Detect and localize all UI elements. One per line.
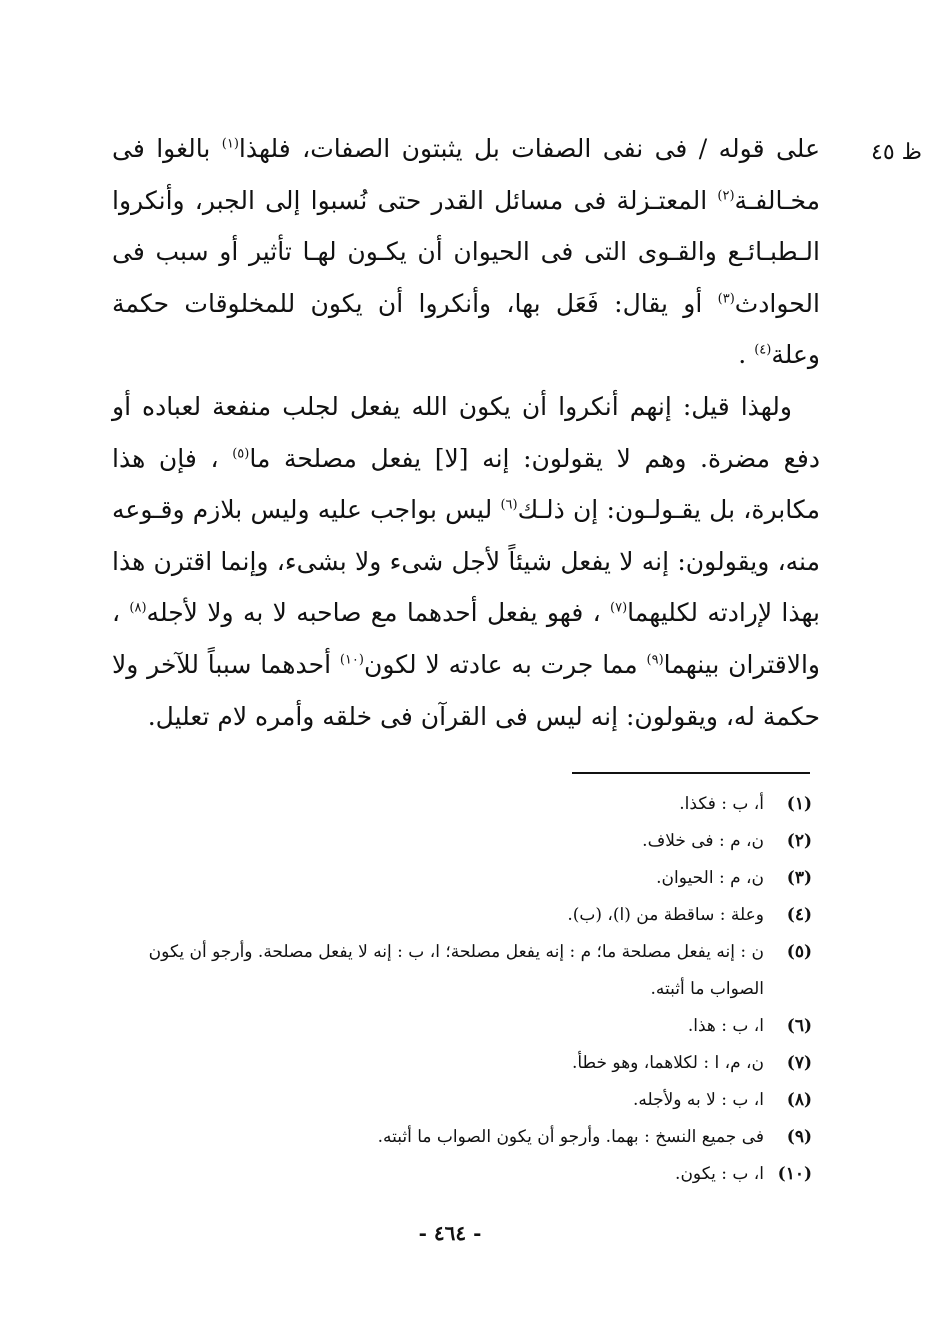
footnote-marker: (١٠) — [339, 652, 364, 668]
text-run: ، فإن هذا مكابرة، بل يقـولـون: إن ذلـك — [112, 443, 821, 525]
footnote-number: (٤) — [786, 905, 812, 925]
footnote-text: أ، ب : فكذا. — [679, 794, 764, 814]
footnote-item — [100, 1119, 812, 1156]
page-number: - ٤٦٤ - — [418, 1221, 482, 1245]
footnote-text: ن، م، ا : لكلاهما، وهو خطأ. — [571, 1053, 764, 1073]
text-run: أحدهما سبباً للآخر ولا حكمة له، ويقولون: إنه ليس فى القرآن فى خلقه وأمره لام تعليل. — [112, 649, 820, 731]
footnote-marker: (١) — [221, 136, 239, 152]
footnote-item — [100, 1045, 812, 1082]
margin-reference: ظ ٤٥ — [871, 140, 922, 165]
footnote-divider — [572, 772, 810, 774]
footnote-text: ا، ب : لا به ولأجله. — [632, 1090, 764, 1110]
footnote-text: وعلة : ساقطة من (ا)، (ب). — [567, 905, 764, 925]
footnote-text: ن : إنه يفعل مصلحة ما؛ م : إنه يفعل مصلحة؛ ا، ب : إنه لا يفعل مصلحة. وأرجو أن يكون الصواب ما أثبته. — [148, 942, 764, 999]
footnote-item — [100, 934, 812, 1008]
footnote-item — [100, 897, 812, 934]
footnote-marker: (٢) — [717, 188, 735, 204]
text-run: المعتـزلة فى مسائل القدر حتى نُسبوا إلى الجبر، وأنكروا الـطبـائـع والقـوى التى فى الحيوان أن يكـون لهـا تأثير أو سبب فى الحوادث — [112, 185, 820, 318]
footnote-marker: (٨) — [129, 601, 147, 617]
text-run: أو يقال: فَعَل بها، وأنكروا أن يكون للمخلوقات حكمة وعلة — [112, 288, 820, 370]
paragraph-2 — [112, 381, 820, 742]
footnotes-list — [100, 786, 812, 1193]
footnote-number: (٣) — [786, 868, 812, 888]
footnote-marker: (٦) — [500, 497, 518, 513]
footnote-item — [100, 786, 812, 823]
footnote-text: ا، ب : هذا. — [687, 1016, 764, 1036]
footnote-item — [100, 823, 812, 860]
text-run: ، والاقتران بينهما — [112, 598, 820, 679]
footnote-marker: (٤) — [754, 343, 772, 359]
text-run: . — [738, 340, 755, 370]
footnote-number: (٢) — [786, 831, 812, 851]
footnote-text: فى جميع النسخ : بهما. وأرجو أن يكون الصواب ما أثبته. — [377, 1127, 764, 1147]
footnote-marker: (٣) — [717, 291, 735, 307]
footnote-marker: (٥) — [232, 446, 250, 462]
text-run: ولهذا قيل: إنهم أنكروا أن يكون الله يفعل لجلب منفعة لعباده أو دفع مضرة. وهم لا يقولون: إنه [لا] يفعل مصلحة ما — [112, 391, 820, 473]
footnote-text: ن، م : فى خلاف. — [642, 831, 764, 851]
text-run: ، فهو يفعل أحدهما مع صاحبه لا به ولا لأجله — [146, 598, 611, 628]
footnote-text: ن، م : الحيوان. — [656, 868, 764, 888]
footnote-number: (٧) — [786, 1053, 812, 1073]
footnote-number: (١٠) — [777, 1164, 812, 1184]
text-run: بالغوا فى مخـالفـة — [112, 134, 820, 215]
paragraph-1 — [112, 123, 820, 381]
footnote-number: (٨) — [786, 1090, 812, 1110]
main-text — [112, 123, 820, 742]
footnote-number: (٩) — [786, 1127, 812, 1147]
text-run: على قوله / فى نفى الصفات بل يثبتون الصفات، فلهذا — [238, 134, 820, 163]
footnote-item — [100, 860, 812, 897]
footnote-number: (١) — [786, 794, 812, 814]
footnote-number: (٦) — [786, 1016, 812, 1036]
footnote-item — [100, 1082, 812, 1119]
text-run: مما جرت به عادته لا لكون — [363, 649, 647, 679]
text-run: ليس بواجب عليه وليس بلازم وقـوعه منه، ويقولون: إنه لا يفعل شيئاً لأجل شىء ولا بشىء، وإنما اقترن هذا بهذا لإرادته لكليهما — [112, 495, 820, 628]
footnote-marker: (٧) — [610, 601, 628, 617]
footnote-text: ا، ب : يكون. — [675, 1164, 764, 1184]
footnote-item — [100, 1156, 812, 1193]
footnote-number: (٥) — [786, 942, 812, 962]
footnote-item — [100, 1008, 812, 1045]
footnote-marker: (٩) — [646, 652, 664, 668]
